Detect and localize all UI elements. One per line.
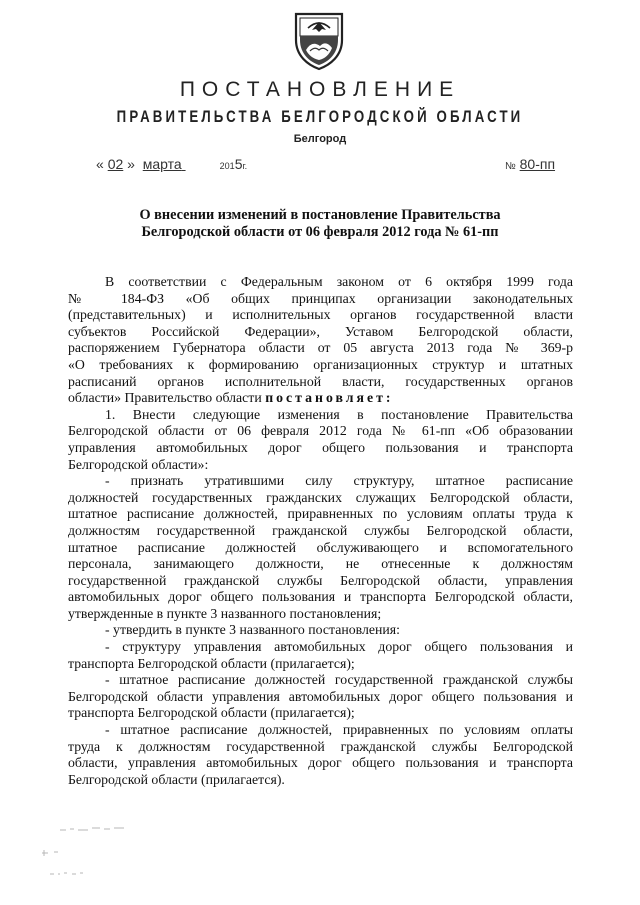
body-line: «О требованиях к формированию организационных структур и штатных bbox=[68, 356, 573, 372]
preamble-end: области» Правительство области bbox=[68, 390, 262, 406]
body-line: транспорта Белгородской области (прилагается); bbox=[68, 705, 355, 721]
body-line: штатное расписание должностей обслуживающего и вспомогательного bbox=[68, 539, 573, 555]
body-line: № 184-ФЗ «Об общих принципах организации законодательных bbox=[68, 290, 573, 306]
date-year-suffix: 5 bbox=[234, 156, 243, 172]
document-title: ПОСТАНОВЛЕНИЕ bbox=[179, 78, 461, 101]
body-line: 1. Внести следующие изменения в постановление Правительства bbox=[105, 406, 573, 422]
body-line: Белгородской области»: bbox=[68, 456, 209, 472]
date-month: марта bbox=[142, 156, 182, 172]
document-heading bbox=[90, 207, 550, 241]
document-body bbox=[68, 274, 573, 788]
body-line: Белгородской области (прилагается). bbox=[68, 771, 285, 787]
date-day: 02 bbox=[107, 156, 124, 172]
body-line: - штатное расписание должностей, приравненных по условиям оплаты bbox=[105, 722, 573, 738]
document-number bbox=[505, 156, 555, 172]
resolves-word: постановляет: bbox=[265, 390, 394, 406]
body-line: - штатное расписание должностей государственной гражданской службы bbox=[105, 672, 573, 688]
body-line: - признать утратившими силу структуру, штатное расписание bbox=[105, 473, 573, 489]
issuer-name: ПРАВИТЕЛЬСТВА БЕЛГОРОДСКОЙ ОБЛАСТИ bbox=[116, 107, 524, 126]
body-line: (представительных) и исполнительных органов государственной власти bbox=[68, 307, 573, 323]
document-date: « 02 » марта 2015г. bbox=[96, 156, 248, 172]
body-line: субъектов Российской Федерации», Уставом Белгородской области, bbox=[68, 323, 573, 339]
body-line: труда к должностям государственной гражданской службы Белгородской bbox=[68, 738, 573, 754]
date-year-prefix: 201 bbox=[219, 161, 235, 171]
body-line: распоряжением Губернатора области от 05 августа 2013 года № 369-р bbox=[68, 340, 573, 356]
body-line: должностей государственных гражданских служащих Белгородской области, bbox=[68, 489, 573, 505]
body-line: - структуру управления автомобильных дорог общего пользования и bbox=[105, 639, 573, 655]
coat-of-arms-icon bbox=[288, 10, 350, 72]
body-line: транспорта Белгородской области (прилагается); bbox=[68, 655, 355, 671]
date-year-mark: г. bbox=[242, 161, 248, 171]
body-line bbox=[68, 390, 573, 407]
number-value: 80-пп bbox=[519, 156, 556, 172]
body-line: государственной гражданской службы Белгородской области, управления bbox=[68, 572, 573, 588]
body-line: должностям государственной гражданской службы Белгородской области, bbox=[68, 522, 573, 538]
body-line: утвержденные в пункте 3 названного постановления; bbox=[68, 605, 382, 621]
body-line: автомобильных дорог общего пользования и транспорта Белгородской области, bbox=[68, 589, 573, 605]
city-name: Белгород bbox=[293, 133, 347, 145]
body-line: персонала, занимающего должности, не отнесенные к должностям bbox=[68, 556, 573, 572]
number-label: № bbox=[505, 161, 516, 172]
body-line: В соответствии с Федеральным законом от 6 октября 1999 года bbox=[105, 274, 573, 289]
heading-line: Белгородской области от 06 февраля 2012 года № 61-пп bbox=[141, 224, 499, 240]
body-line: области, управления автомобильных дорог общего пользования и транспорта bbox=[68, 755, 573, 771]
body-line: управления автомобильных дорог общего пользования и транспорта bbox=[68, 439, 573, 455]
body-line: Белгородской области от 06 февраля 2012 года № 61-пп «Об образовании bbox=[68, 423, 573, 439]
body-line: - утвердить в пункте 3 названного постановления: bbox=[105, 622, 400, 638]
body-line: штатное расписание должностей, приравненных по условиям оплаты труда к bbox=[68, 506, 573, 522]
body-line: расписаний органов исполнительной власти, государственных органов bbox=[68, 373, 573, 389]
body-line: Белгородской области управления автомобильных дорог общего пользования и bbox=[68, 688, 573, 704]
heading-line: О внесении изменений в постановление Правительства bbox=[139, 207, 501, 223]
scan-noise-marks bbox=[40, 812, 180, 882]
